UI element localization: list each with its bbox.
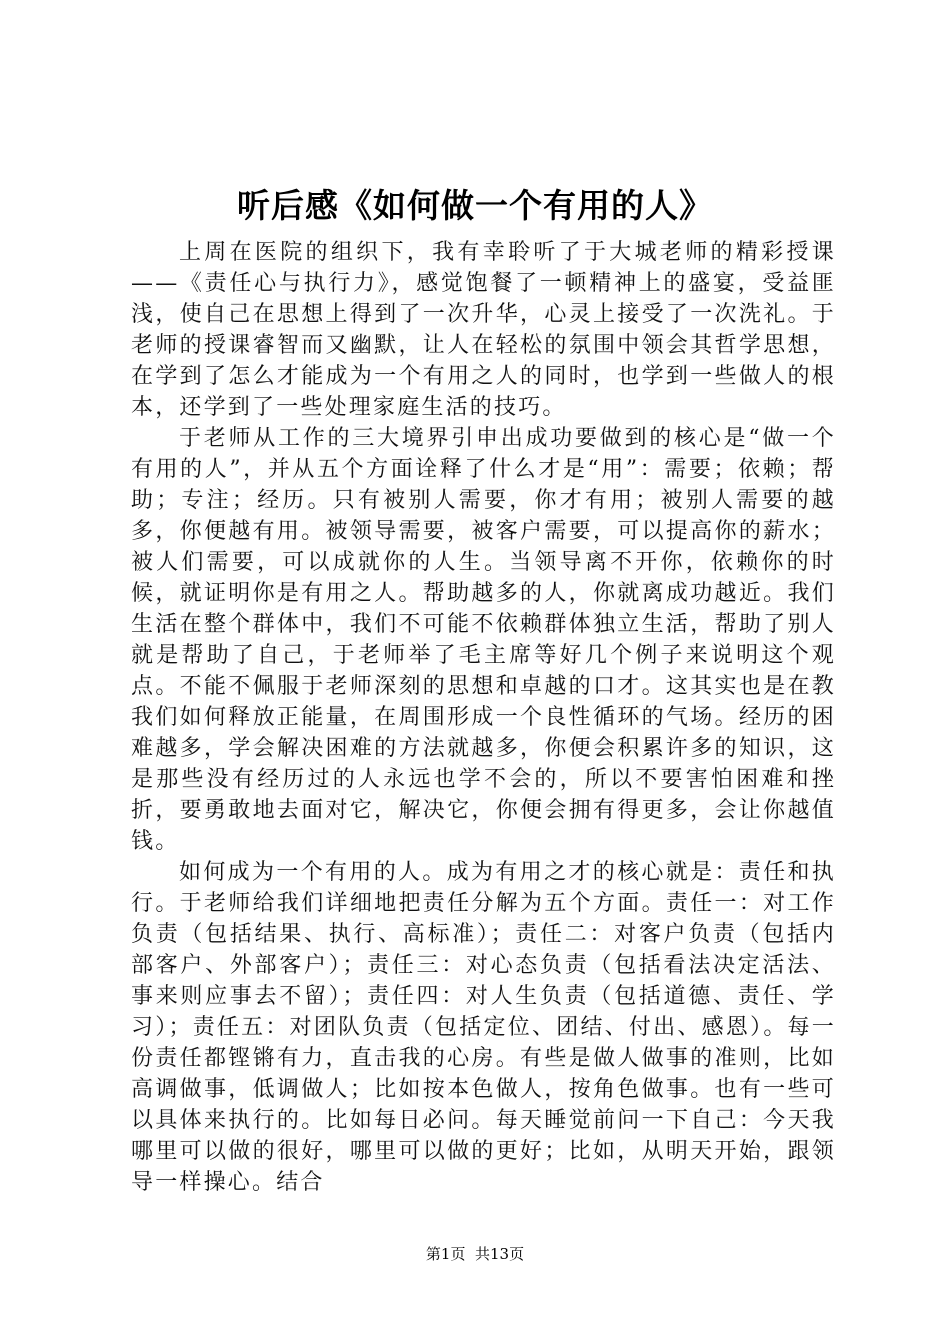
paragraph-2: 于老师从工作的三大境界引申出成功要做到的核心是“做一个有用的人”，并从五个方面诠释了什么才是“用”：需要；依赖；帮助；专注；经历。只有被别人需要，你才有用；被别人需要的越多，你便越有用。被领导需要，被客户需要，可以提高你的薪水；被人们需要，可以成就你的人生。当领导离不开你，依赖你的时候，就证明你是有用之人。帮助越多的人，你就离成功越近。我们生活在整个群体中，我们不可能不依赖群体独立生活，帮助了别人就是帮助了自己，于老师举了毛主席等好几个例子来说明这个观点。不能不佩服于老师深刻的思想和卓越的口才。这其实也是在教我们如何释放正能量，在周围形成一个良性循环的气场。经历的困难越多，学会解决困难的方法就越多，你便会积累许多的知识，这是那些没有经历过的人永远也学不会的，所以不要害怕困难和挫折，要勇敢地去面对它，解决它，你便会拥有得更多，会让你越值钱。 (131, 426, 836, 854)
document-body (131, 237, 836, 1198)
paragraph-1: 上周在医院的组织下，我有幸聆听了于大城老师的精彩授课——《责任心与执行力》，感觉饱餐了一顿精神上的盛宴，受益匪浅，使自己在思想上得到了一次升华，心灵上接受了一次洗礼。于老师的授课睿智而又幽默，让人在轻松的氛围中领会其哲学思想，在学到了怎么才能成为一个有用之人的同时，也学到一些做人的根本，还学到了一些处理家庭生活的技巧。 (131, 240, 836, 420)
page-footer (0, 1244, 950, 1264)
paragraph-3: 如何成为一个有用的人。成为有用之才的核心就是：责任和执行。于老师给我们详细地把责任分解为五个方面。责任一：对工作负责（包括结果、执行、高标准）；责任二：对客户负责（包括内部客户、外部客户）；责任三：对心态负责（包括看法决定活法、事来则应事去不留）；责任四：对人生负责（包括道德、责任、学习）；责任五：对团队负责（包括定位、团结、付出、感恩）。每一份责任都铿锵有力，直击我的心房。有些是做人做事的准则，比如高调做事，低调做人；比如按本色做人，按角色做事。也有一些可以具体来执行的。比如每日必问。每天睡觉前问一下自己：今天我哪里可以做的很好，哪里可以做的更好；比如，从明天开始，跟领导一样操心。结合 (131, 860, 836, 1195)
page-number-label: 第1页 共13页 (425, 1245, 525, 1263)
document-title: 听后感《如何做一个有用的人》 (237, 186, 713, 225)
